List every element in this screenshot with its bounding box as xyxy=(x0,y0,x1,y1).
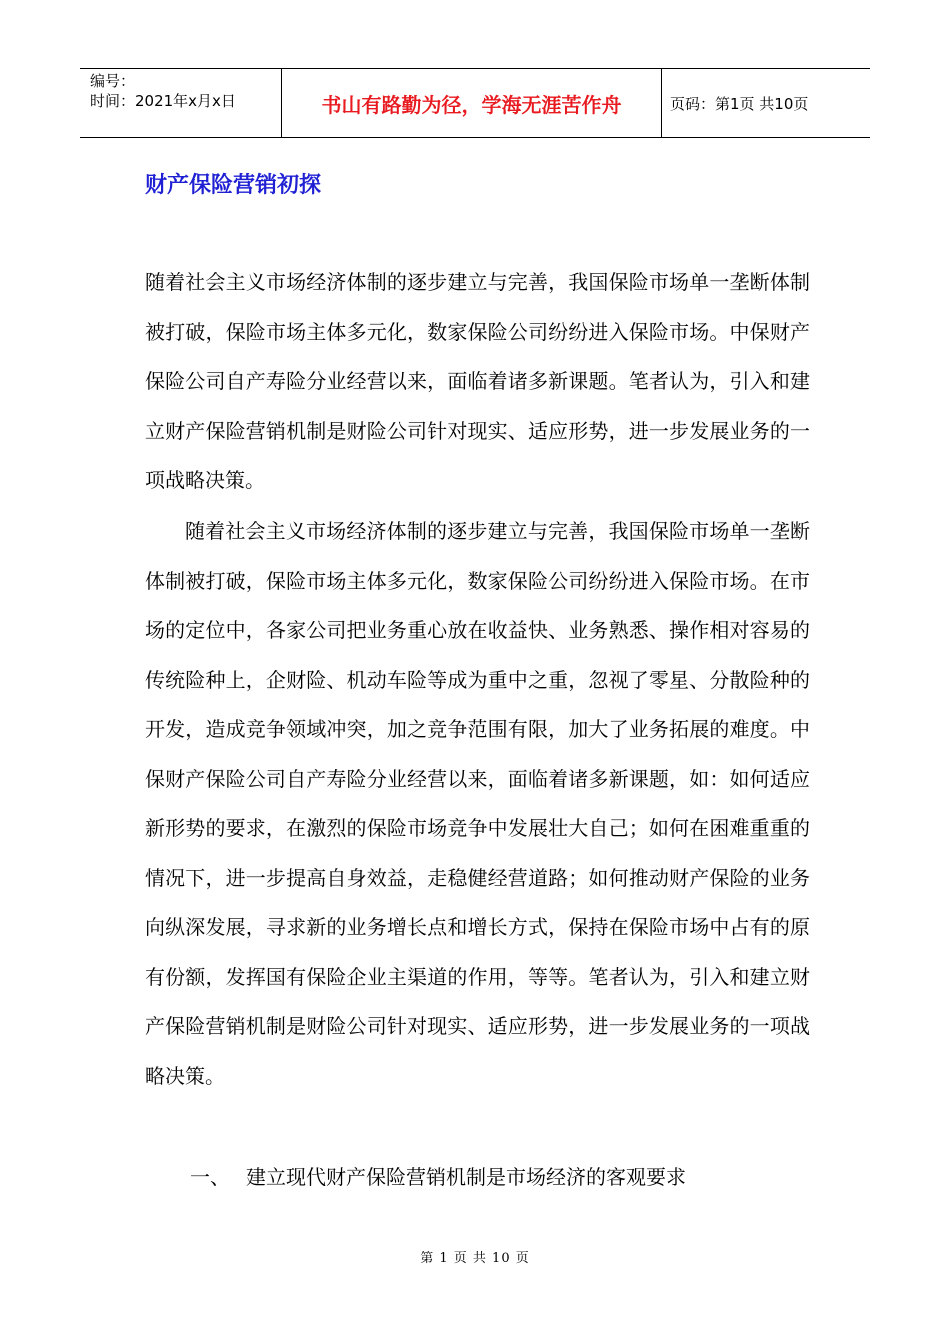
section-text: 建立现代财产保险营销机制是市场经济的客观要求 xyxy=(246,1165,686,1189)
number-label: 编号： xyxy=(90,72,136,90)
paragraph-1: 随着社会主义市场经济体制的逐步建立与完善，我国保险市场单一垄断体制被打破，保险市场主体多元化，数家保险公司纷纷进入保险市场。中保财产保险公司自产寿险分业经营以来，面临着诸多新课题。笔者认为，引入和建立财产保险营销机制是财险公司针对现实、适应形势，进一步发展业务的一项战略决策。 xyxy=(145,270,810,492)
header-page-code: 页码：第1页 共10页 xyxy=(670,94,809,113)
date-label: 时间：2021年x月x日 xyxy=(90,92,236,110)
header-motto: 书山有路勤为径，学海无涯苦作舟 xyxy=(282,69,662,137)
section-heading xyxy=(190,1153,686,1202)
header-meta xyxy=(80,69,282,137)
section-number: 一、 xyxy=(190,1165,230,1189)
paragraph-2: 随着社会主义市场经济体制的逐步建立与完善，我国保险市场单一垄断体制被打破，保险市场主体多元化，数家保险公司纷纷进入保险市场。在市场的定位中，各家公司把业务重心放在收益快、业务熟悉、操作相对容易的传统险种上，企财险、机动车险等成为重中之重，忽视了零星、分散险种的开发，造成竞争领域冲突，加之竞争范围有限，加大了业务拓展的难度。中保财产保险公司自产寿险分业经营以来，面临着诸多新课题，如：如何适应新形势的要求，在激烈的保险市场竞争中发展壮大自己；如何在困难重重的情况下，进一步提高自身效益，走稳健经营道路；如何推动财产保险的业务向纵深发展，寻求新的业务增长点和增长方式，保持在保险市场中占有的原有份额，发挥国有保险企业主渠道的作用，等等。笔者认为，引入和建立财产保险营销机制是财险公司针对现实、适应形势，进一步发展业务的一项战略决策。 xyxy=(145,519,810,1088)
page-footer: 第 1 页 共 10 页 xyxy=(420,1251,530,1266)
document-header xyxy=(80,68,870,138)
document-title: 财产保险营销初探 xyxy=(145,173,322,198)
